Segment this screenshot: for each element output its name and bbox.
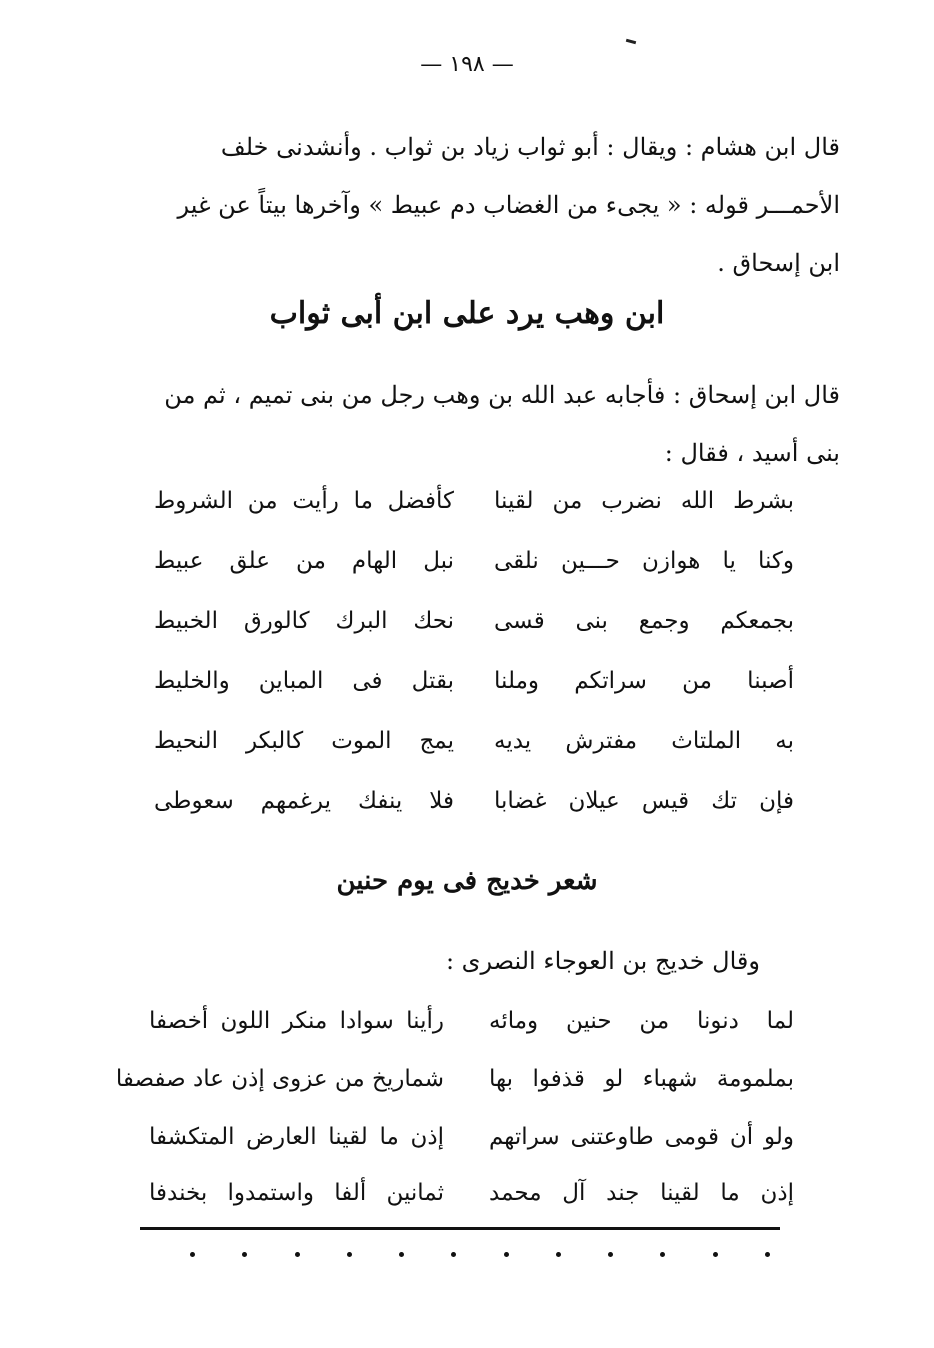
- poem-verse: [0, 728, 934, 782]
- dotted-line: [190, 1252, 770, 1257]
- first-hemistich: إذن ما لقينا جند آل محمد: [489, 1180, 794, 1206]
- paragraph-line: قال ابن إسحاق : فأجابه عبد الله بن وهب رجل من بنى تميم ، ثم من: [164, 381, 840, 409]
- poem-verse: [0, 1180, 934, 1234]
- first-hemistich: فإن تك قيس عيلان غضابا: [494, 788, 794, 814]
- dot: [399, 1252, 404, 1257]
- poem-verse: [0, 608, 934, 662]
- first-hemistich: لما دنونا من حنين ومائه: [489, 1008, 794, 1034]
- paragraph-line: قال ابن هشام : ويقال : أبو ثواب زياد بن ثواب . وأنشدنى خلف: [220, 133, 840, 161]
- first-hemistich: به الملتاث مفترش يديه: [494, 728, 794, 754]
- dot: [242, 1252, 247, 1257]
- dot: [713, 1252, 718, 1257]
- first-hemistich: بملمومة شهباء لو قذفوا بها: [489, 1066, 794, 1092]
- paragraph-line: وقال خديج بن العوجاء النصرى :: [445, 947, 760, 975]
- second-hemistich: رأينا سوادا منكر اللون أخصفا: [149, 1008, 444, 1034]
- first-hemistich: وكنا يا هوازن حـــين نلقى: [494, 548, 794, 574]
- dot: [556, 1252, 561, 1257]
- dot: [504, 1252, 509, 1257]
- ink-speck: [626, 39, 636, 44]
- section-paragraph: [148, 366, 840, 482]
- intro-paragraph: [140, 118, 840, 292]
- poem-verse: [0, 1008, 934, 1062]
- second-hemistich: يمج الموت كالبكر النحيط: [154, 728, 454, 754]
- paragraph-line: ابن إسحاق .: [717, 249, 840, 277]
- second-hemistich: بقتل فى المباين والخليط: [154, 668, 454, 694]
- poem-verse: [0, 788, 934, 842]
- first-hemistich: أصبنا من سراتكم وملنا: [494, 668, 794, 694]
- dot: [347, 1252, 352, 1257]
- dot: [451, 1252, 456, 1257]
- second-hemistich: شماريخ من عزوى إذن عاد صفصفا: [115, 1066, 444, 1092]
- poem-verse: [0, 1124, 934, 1178]
- second-hemistich: نبل الهام من علق عبيط: [154, 548, 454, 574]
- dot: [660, 1252, 665, 1257]
- second-hemistich: فلا ينفك يرغمهم سعوطى: [154, 788, 454, 814]
- second-hemistich: ثمانين ألفا واستمدوا بخندفا: [149, 1180, 444, 1206]
- footnote-rule: [140, 1227, 780, 1230]
- poem-verse: [0, 548, 934, 602]
- page-number: — ١٩٨ —: [420, 52, 514, 77]
- dot: [295, 1252, 300, 1257]
- dot: [608, 1252, 613, 1257]
- dot: [190, 1252, 195, 1257]
- poem-verse: [0, 1066, 934, 1120]
- first-hemistich: بشرط الله نضرب من لقينا: [494, 488, 794, 514]
- second-hemistich: كأفضل ما رأيت من الشروط: [154, 488, 454, 514]
- poem-verse: [0, 668, 934, 722]
- dot: [765, 1252, 770, 1257]
- paragraph-line: بنى أسيد ، فقال :: [664, 439, 840, 467]
- poem-verse: [0, 488, 934, 542]
- second-hemistich: نحك البرك كالورق الخبيط: [154, 608, 454, 634]
- first-hemistich: بجمعكم وجمع بنى قسى: [494, 608, 794, 634]
- section-heading: شعر خديج فى يوم حنين: [336, 866, 598, 896]
- first-hemistich: ولو أن قومى طاوعتنى سراتهم: [489, 1124, 794, 1150]
- second-hemistich: إذن ما لقينا العارض المتكشفا: [149, 1124, 444, 1150]
- section-heading: ابن وهب يرد على ابن أبى ثواب: [269, 296, 665, 331]
- paragraph-line: الأحمـــر قوله : « يجىء من الغضاب دم عبيط » وآخرها بيتاً عن غير: [177, 191, 840, 219]
- section-paragraph: [300, 932, 760, 990]
